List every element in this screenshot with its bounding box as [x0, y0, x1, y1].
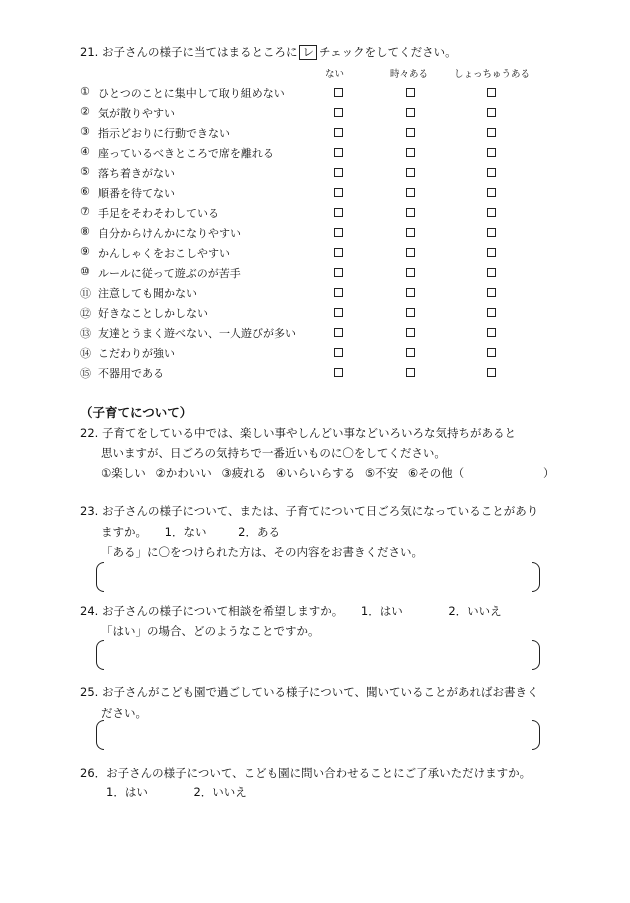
column-header-none: ない	[325, 69, 345, 80]
q21-checkbox-none[interactable]	[334, 328, 343, 337]
q21-item-label: こだわりが強い	[98, 347, 175, 360]
q26-options	[106, 784, 247, 800]
q21-item-label: 注意しても聞かない	[98, 287, 197, 300]
q21-checkbox-often[interactable]	[487, 288, 496, 297]
q22-line2: 思いますが、日ごろの気持ちで一番近いものに〇をしてください。	[101, 446, 446, 460]
section-heading: （子育てについて）	[80, 405, 193, 420]
q21-checkbox-none[interactable]	[334, 248, 343, 257]
q21-item-number: ⑪	[80, 287, 91, 300]
q21-checkbox-sometimes[interactable]	[406, 108, 415, 117]
q21-item-number: ②	[80, 105, 90, 118]
q23-answer-box[interactable]	[96, 562, 540, 592]
q21-checkbox-often[interactable]	[487, 148, 496, 157]
q21-item-number: ④	[80, 145, 90, 158]
q21-checkbox-sometimes[interactable]	[406, 248, 415, 257]
q21-item-label: 友達とうまく遊べない、一人遊びが多い	[98, 327, 296, 340]
q21-checkbox-often[interactable]	[487, 348, 496, 357]
q26-option-no[interactable]: 2．いいえ	[193, 785, 247, 799]
q21-checkbox-sometimes[interactable]	[406, 368, 415, 377]
q24-option-no[interactable]: 2．いいえ	[448, 604, 502, 618]
q26-line1: 26．お子さんの様子について、こども園に問い合わせることにご了承いただけますか。	[80, 766, 532, 780]
q21-checkbox-sometimes[interactable]	[406, 188, 415, 197]
q21-item-number: ⑭	[80, 347, 91, 360]
q21-checkbox-sometimes[interactable]	[406, 268, 415, 277]
q21-item-label: 好きなことしかしない	[98, 307, 208, 320]
q21-checkbox-none[interactable]	[334, 168, 343, 177]
q24-answer-box[interactable]	[96, 640, 540, 670]
q21-checkbox-often[interactable]	[487, 188, 496, 197]
q21-checkbox-none[interactable]	[334, 268, 343, 277]
q21-checkbox-none[interactable]	[334, 348, 343, 357]
q21-checkbox-often[interactable]	[487, 368, 496, 377]
q22-options	[101, 465, 464, 481]
q21-checkbox-none[interactable]	[334, 148, 343, 157]
q21-checkbox-sometimes[interactable]	[406, 208, 415, 217]
q21-checkbox-none[interactable]	[334, 208, 343, 217]
q21-checkbox-sometimes[interactable]	[406, 228, 415, 237]
q21-item-label: ルールに従って遊ぶのが苦手	[98, 267, 241, 280]
q24-line1-text: 24. お子さんの様子について相談を希望しますか。	[80, 604, 344, 618]
q22-close-paren: ）	[543, 466, 555, 480]
q21-item-label: 座っているべきところで席を離れる	[98, 147, 274, 160]
q21-checkbox-none[interactable]	[334, 128, 343, 137]
q23-line1: 23. お子さんの様子について、または、子育てについて日ごろ気になっていることがあり	[80, 504, 539, 518]
q24-option-yes[interactable]: 1．はい	[360, 604, 403, 618]
q21-checkbox-sometimes[interactable]	[406, 308, 415, 317]
q22-option-3[interactable]: ③疲れる	[221, 466, 267, 480]
q21-suffix: チェックをしてください。	[318, 45, 457, 59]
q21-checkbox-often[interactable]	[487, 128, 496, 137]
q23-line2-text: ますか。	[101, 525, 147, 539]
q22-option-4[interactable]: ④いらいらする	[275, 466, 356, 480]
q21-checkbox-sometimes[interactable]	[406, 328, 415, 337]
q21-item-number: ⑬	[80, 327, 91, 340]
q21-item-label: 気が散りやすい	[98, 107, 175, 120]
q21-checkbox-none[interactable]	[334, 188, 343, 197]
q21-checkbox-sometimes[interactable]	[406, 348, 415, 357]
column-header-often: しょっちゅうある	[454, 69, 531, 80]
q21-checkbox-none[interactable]	[334, 108, 343, 117]
q21-checkbox-often[interactable]	[487, 228, 496, 237]
q21-checkbox-sometimes[interactable]	[406, 148, 415, 157]
q21-item-number: ⑨	[80, 245, 90, 258]
q21-item-number: ⑤	[80, 165, 90, 178]
q21-checkbox-often[interactable]	[487, 168, 496, 177]
q21-item-label: 手足をそわそわしている	[98, 207, 219, 220]
q21-checkbox-none[interactable]	[334, 368, 343, 377]
q21-checkbox-often[interactable]	[487, 208, 496, 217]
check-mark-sample: レ	[299, 45, 317, 60]
q21-item-label: 指示どおりに行動できない	[98, 127, 230, 140]
column-header-sometimes: 時々ある	[390, 69, 429, 80]
q22-option-6[interactable]: ⑥その他（	[407, 466, 465, 480]
q21-item-number: ⑦	[80, 205, 90, 218]
q23-option-yes[interactable]: 2．ある	[238, 525, 280, 539]
q22-line1: 22. 子育てをしている中では、楽しい事やしんどい事などいろいろな気持ちがあると	[80, 426, 516, 440]
q23-note: 「ある」に〇をつけられた方は、その内容をお書きください。	[101, 545, 423, 559]
q21-item-number: ①	[80, 85, 90, 98]
q21-checkbox-none[interactable]	[334, 88, 343, 97]
q22-option-2[interactable]: ②かわいい	[155, 466, 212, 480]
q21-item-label: 自分からけんかになりやすい	[98, 227, 241, 240]
q21-checkbox-sometimes[interactable]	[406, 88, 415, 97]
q25-answer-box[interactable]	[96, 720, 540, 750]
q25-line2: ださい。	[101, 706, 147, 720]
q22-option-5[interactable]: ⑤不安	[364, 466, 399, 480]
q21-checkbox-often[interactable]	[487, 108, 496, 117]
q24-line1	[80, 603, 502, 619]
q21-item-number: ⑫	[80, 307, 91, 320]
q21-item-number: ⑧	[80, 225, 90, 238]
q21-checkbox-none[interactable]	[334, 228, 343, 237]
q21-checkbox-none[interactable]	[334, 288, 343, 297]
q21-item-number: ③	[80, 125, 90, 138]
q25-line1: 25. お子さんがこども園で過ごしている様子について、聞いていることがあればお書きく	[80, 685, 539, 699]
q21-checkbox-often[interactable]	[487, 88, 496, 97]
q22-option-1[interactable]: ①楽しい	[101, 466, 146, 480]
q21-checkbox-often[interactable]	[487, 328, 496, 337]
q24-note: 「はい」の場合、どのようなことですか。	[101, 624, 320, 638]
q21-checkbox-often[interactable]	[487, 248, 496, 257]
q21-item-label: 落ち着きがない	[98, 167, 175, 180]
q21-checkbox-often[interactable]	[487, 268, 496, 277]
q23-line2	[101, 524, 280, 540]
q21-item-label: 不器用である	[98, 367, 164, 380]
q21-item-label: ひとつのことに集中して取り組めない	[98, 87, 285, 100]
q21-item-label: 順番を待てない	[98, 187, 175, 200]
q21-checkbox-sometimes[interactable]	[406, 168, 415, 177]
q21-prefix: 21. お子さんの様子に当てはまるところに	[80, 45, 298, 59]
q21-checkbox-sometimes[interactable]	[406, 288, 415, 297]
q21-checkbox-sometimes[interactable]	[406, 128, 415, 137]
q21-item-number: ⑥	[80, 185, 90, 198]
q21-item-number: ⑮	[80, 367, 91, 380]
q23-option-no[interactable]: 1．ない	[164, 525, 207, 539]
q21-item-label: かんしゃくをおこしやすい	[98, 247, 230, 260]
q26-option-yes[interactable]: 1．はい	[106, 785, 148, 799]
q21-checkbox-often[interactable]	[487, 308, 496, 317]
q21-item-number: ⑩	[80, 265, 90, 278]
q21-checkbox-none[interactable]	[334, 308, 343, 317]
q21-title	[80, 44, 457, 60]
